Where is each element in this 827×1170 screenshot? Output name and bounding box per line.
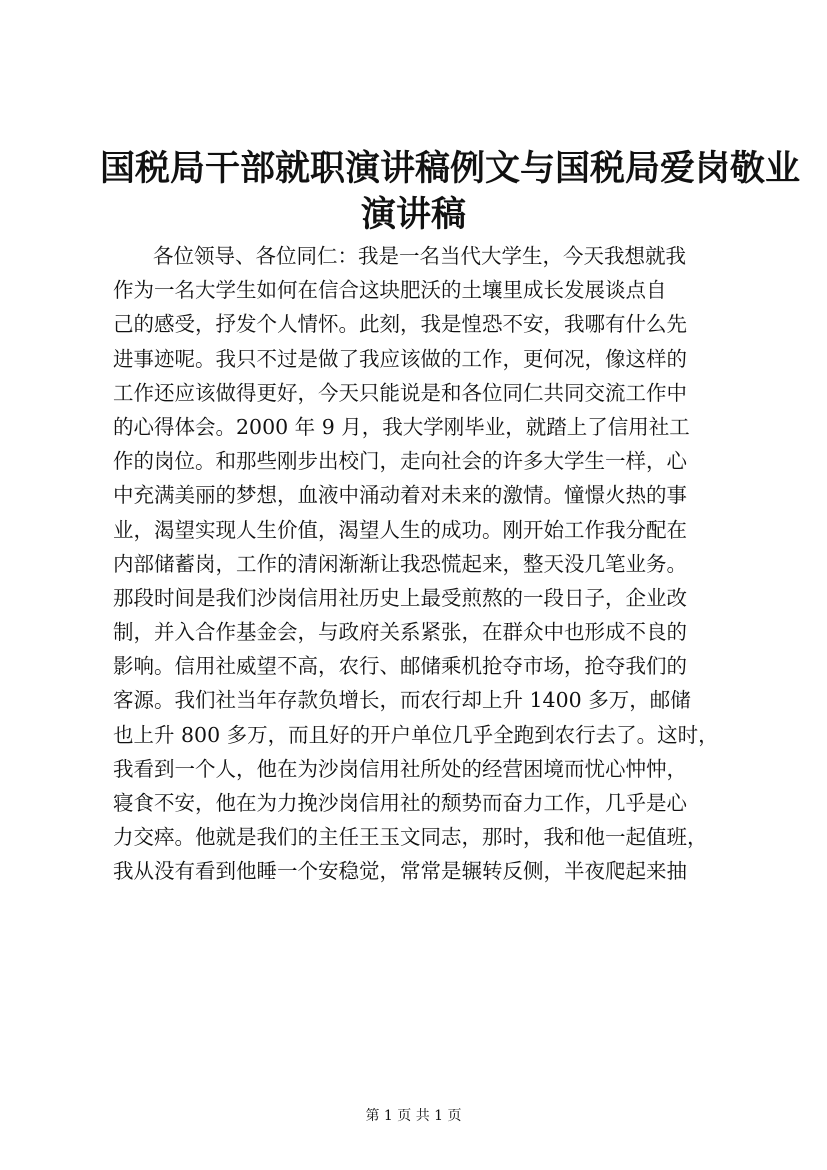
paragraph-line: 的心得体会。2000 年 9 月，我大学刚毕业，就踏上了信用社工 bbox=[113, 414, 690, 439]
paragraph-line: 中充满美丽的梦想，血液中涌动着对未来的激情。憧憬火热的事 bbox=[113, 483, 687, 508]
paragraph-line: 作的岗位。和那些刚步出校门，走向社会的许多大学生一样，心 bbox=[113, 449, 687, 474]
paragraph-line: 作为一名大学生如何在信合这块肥沃的土壤里成长发展谈点自 bbox=[113, 278, 667, 303]
paragraph-line: 制，并入合作基金会，与政府关系紧张，在群众中也形成不良的 bbox=[113, 620, 687, 645]
title-line: 演讲稿 bbox=[360, 194, 466, 235]
paragraph-line: 进事迹呢。我只不过是做了我应该做的工作，更何况，像这样的 bbox=[113, 346, 687, 371]
paragraph-line: 影响。信用社威望不高，农行、邮储乘机抢夺市场，抢夺我们的 bbox=[113, 654, 687, 679]
paragraph-line: 我从没有看到他睡一个安稳觉，常常是辗转反侧，半夜爬起来抽 bbox=[113, 859, 687, 884]
paragraph-line: 客源。我们社当年存款负增长，而农行却上升 1400 多万，邮储 bbox=[113, 688, 691, 713]
paragraph-line: 寝食不安，他在为力挽沙岗信用社的颓势而奋力工作，几乎是心 bbox=[113, 791, 687, 815]
paragraph-line: 也上升 800 多万，而且好的开户单位几乎全跑到农行去了。这时， bbox=[113, 722, 719, 747]
document-title bbox=[100, 146, 801, 238]
paragraph-line: 己的感受，抒发个人情怀。此刻，我是惶恐不安，我哪有什么先 bbox=[113, 312, 687, 337]
page-footer: 第 1 页 共 1 页 bbox=[365, 1108, 462, 1124]
paragraph-line: 业，渴望实现人生价值，渴望人生的成功。刚开始工作我分配在 bbox=[113, 517, 687, 542]
paragraph-line: 内部储蓄岗，工作的清闲渐渐让我恐慌起来，整天没几笔业务。 bbox=[113, 551, 687, 576]
paragraph-line: 各位领导、各位同仁：我是一名当代大学生，今天我想就我 bbox=[153, 244, 686, 268]
title-line: 国税局干部就职演讲稿例文与国税局爱岗敬业 bbox=[100, 148, 801, 189]
paragraph-line: 我看到一个人，他在为沙岗信用社所处的经营困境而忧心忡忡， bbox=[113, 756, 687, 781]
paragraph-line: 力交瘁。他就是我们的主任王玉文同志，那时，我和他一起值班， bbox=[113, 825, 708, 850]
paragraph-line: 那段时间是我们沙岗信用社历史上最受煎熬的一段日子，企业改 bbox=[113, 585, 687, 610]
paragraph-line: 工作还应该做得更好，今天只能说是和各位同仁共同交流工作中 bbox=[113, 380, 687, 405]
body-text bbox=[113, 239, 743, 889]
